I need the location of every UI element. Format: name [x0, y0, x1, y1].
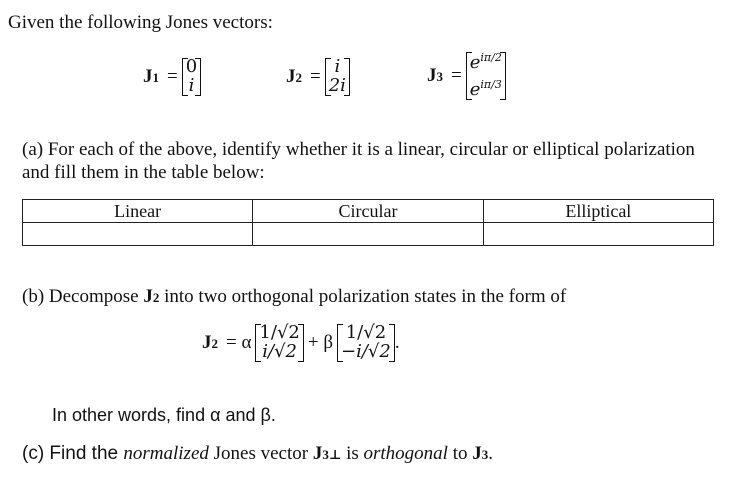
- jones-vector-j3: [427, 52, 506, 100]
- j1-label: J1: [143, 65, 159, 87]
- intro-text: Given the following Jones vectors:: [8, 12, 273, 33]
- j2-top: i: [334, 56, 341, 77]
- jones-vector-j1: [143, 58, 201, 96]
- j3-bottom: $e^{i\pi/3}$: [469, 77, 502, 100]
- part-c-j3perp: J3⊥: [312, 443, 342, 464]
- part-c-j3: J3: [472, 443, 489, 464]
- matrix-alpha-top: 1/√2: [259, 322, 300, 343]
- part-a-line1: (a) For each of the above, identify whether it is a linear, circular or elliptical polarization: [22, 139, 695, 160]
- j3-matrix: [466, 52, 506, 100]
- matrix-beta-bottom: −i/√2: [341, 340, 391, 362]
- part-c-text: (c) Find the normalized Jones vector J3⊥ is orthogonal to J3.: [22, 443, 493, 464]
- j2-label: J2: [286, 65, 302, 87]
- answer-cell-elliptical[interactable]: [483, 223, 713, 246]
- matrix-alpha-bottom: i/√2: [262, 340, 298, 362]
- j2-bottom: 2i: [328, 74, 346, 96]
- table-header-row: [23, 200, 714, 223]
- header-circular: Circular: [253, 200, 483, 223]
- answer-cell-circular[interactable]: [253, 223, 483, 246]
- part-b-text: (b) Decompose J2 into two orthogonal polarization states in the form of: [22, 286, 567, 307]
- decomposition-equation: [202, 324, 400, 362]
- header-elliptical: Elliptical: [483, 200, 713, 223]
- j3-label: J3: [427, 64, 443, 86]
- j1-equals: =: [167, 65, 178, 87]
- part-b-j2: J2: [143, 286, 160, 307]
- table-answer-row: [23, 223, 714, 246]
- j1-matrix: [182, 58, 201, 96]
- eq-plus-beta: + β: [307, 331, 334, 353]
- eq-alpha: = α: [226, 331, 252, 353]
- part-b-note: In other words, find α and β.: [52, 405, 276, 425]
- header-linear: Linear: [23, 200, 253, 223]
- eq-period: .: [394, 331, 400, 353]
- jones-vector-j2: [286, 58, 350, 96]
- j2-equals: =: [310, 65, 321, 87]
- answer-cell-linear[interactable]: [23, 223, 253, 246]
- j2-matrix: [325, 58, 350, 96]
- matrix-alpha: [255, 324, 303, 362]
- part-a-line2: and fill them in the table below:: [22, 162, 265, 183]
- j3-equals: =: [451, 64, 462, 86]
- polarization-table: [22, 199, 714, 246]
- eq-j2-label: J2: [202, 331, 218, 353]
- matrix-beta: [337, 324, 395, 362]
- j1-bottom: i: [188, 74, 195, 96]
- j3-top: $e^{i\pi/2}$: [469, 51, 502, 73]
- j1-top: 0: [185, 56, 198, 77]
- matrix-beta-top: 1/√2: [345, 322, 387, 343]
